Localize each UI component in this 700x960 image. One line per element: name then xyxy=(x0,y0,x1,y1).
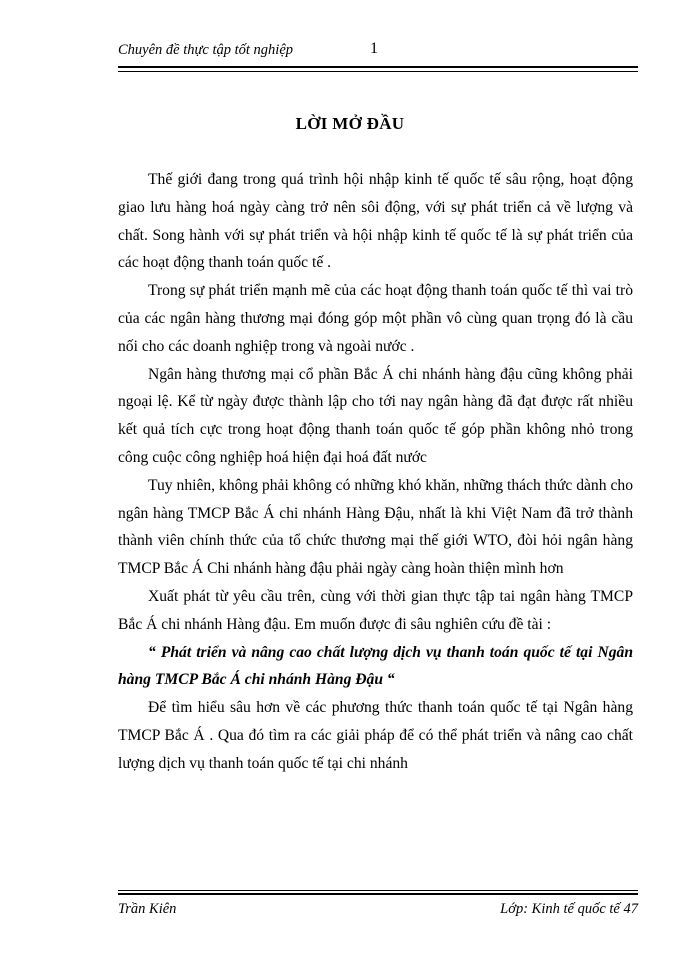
header-rule xyxy=(118,71,638,72)
document-body xyxy=(118,166,633,778)
document-heading: LỜI MỞ ĐẦU xyxy=(295,114,405,133)
paragraph-4: Tuy nhiên, không phải không có những khó khăn, những thách thức dành cho ngân hàng TMCP Bắc Á chi nhánh Hàng Đậu, nhất là khi Việt Nam đã trở thành thành viên chính thức của tổ chức thương mại thế giới WTO, đòi hỏi ngân hàng TMCP Bắc Á Chi nhánh hàng đậu phải ngày càng hoàn thiện mình hơn xyxy=(118,476,633,578)
page-number: 1 xyxy=(370,40,378,57)
paragraph-2: Trong sự phát triển mạnh mẽ của các hoạt động thanh toán quốc tế thì vai trò của các ngân hàng thương mại đóng góp một phần vô cùng quan trọng đó là cầu nối cho các doanh nghiệp trong và ngoài nước . xyxy=(118,282,633,355)
paragraph-closing: Để tìm hiểu sâu hơn về các phương thức thanh toán quốc tế tại Ngân hàng TMCP Bắc Á . Qua đó tìm ra các giải pháp để có thể phát triển và nâng cao chất lượng dịch vụ thanh toán quốc tế tại chi nhánh xyxy=(118,699,633,772)
footer-class: Lớp: Kinh tế quốc tế 47 xyxy=(500,901,638,917)
page-header xyxy=(118,38,638,68)
header-title: Chuyên đề thực tập tốt nghiệp xyxy=(118,42,294,58)
footer-rule xyxy=(118,893,638,895)
footer-author: Trần Kiên xyxy=(118,901,177,917)
paragraph-3: Ngân hàng thương mại cổ phần Bắc Á chi nhánh hàng đậu cũng không phải ngoại lệ. Kể từ ngày được thành lập cho tới nay ngân hàng đã đạt được rất nhiều kết quả tích cực trong hoạt động thanh toán quốc tế góp phần không nhỏ trong công cuộc công nghiệp hoá hiện đại hoá đất nước xyxy=(118,365,633,466)
page-footer xyxy=(118,890,638,917)
paragraph-5: Xuất phát từ yêu cầu trên, cùng với thời gian thực tập tai ngân hàng TMCP Bắc Á chi nhánh Hàng đậu. Em muốn được đi sâu nghiên cứu đề tài : xyxy=(118,587,633,633)
research-topic: “ Phát triển và nâng cao chất lượng dịch vụ thanh toán quốc tế tại Ngân hàng TMCP Bắc Á chi nhánh Hàng Đậu “ xyxy=(118,643,633,689)
paragraph-1: Thế giới đang trong quá trình hội nhập kinh tế quốc tế sâu rộng, hoạt động giao lưu hàng hoá ngày càng trở nên sôi động, với sự phát triển cả về lượng và chất. Song hành với sự phát triển và hội nhập kinh tế quốc tế là sự phát triển của các hoạt động thanh toán quốc tế . xyxy=(118,171,633,272)
